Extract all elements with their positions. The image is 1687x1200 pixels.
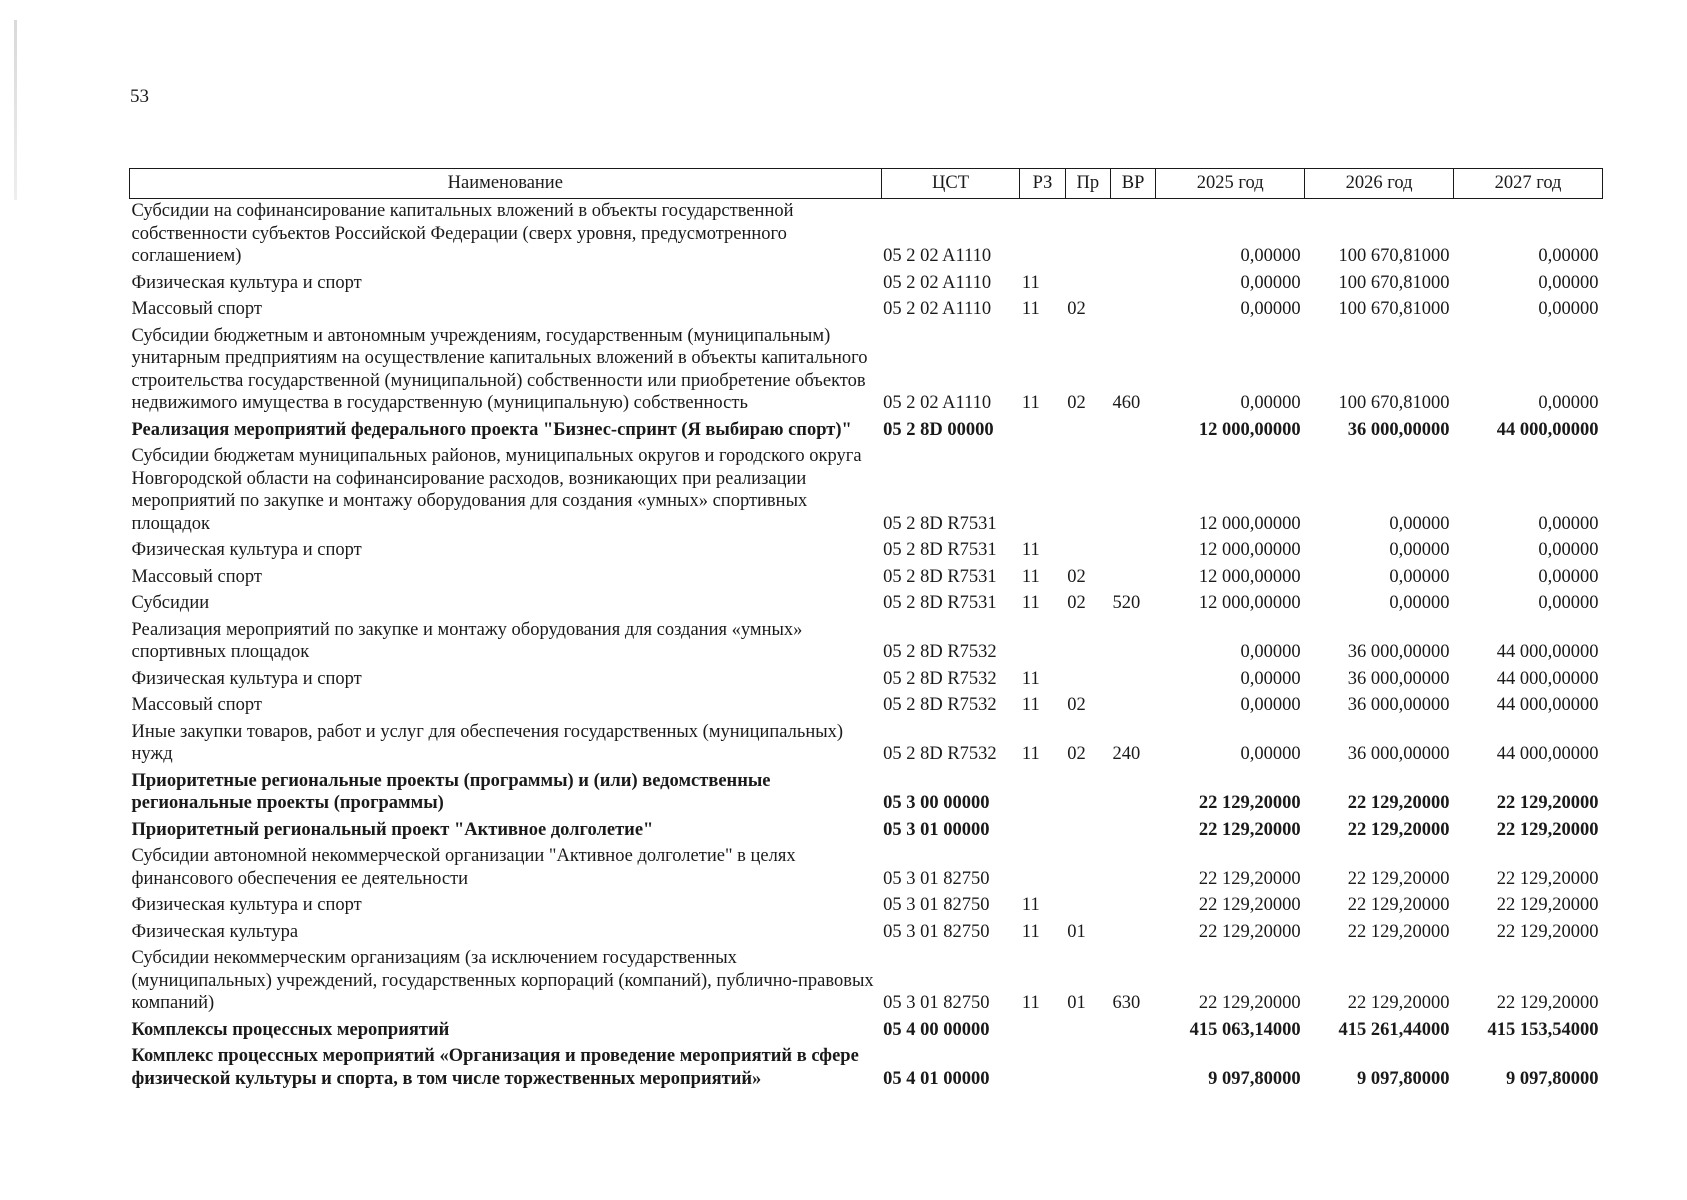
row-2026-cell: 22 129,20000 xyxy=(1347,793,1450,813)
row-cst-cell: 05 2 8D R7532 xyxy=(883,744,997,764)
row-2026-cell: 36 000,00000 xyxy=(1347,642,1450,662)
table-row xyxy=(130,538,1603,565)
row-cst-cell: 05 2 02 A1110 xyxy=(883,272,992,293)
row-name-cell: Субсидии на софинансирование капитальных вложений в объекты государственной собственности субъектов Российской Федерации (сверх уровня, предусмотренного соглашением) xyxy=(131,201,794,266)
table-row xyxy=(130,946,1603,1018)
row-2025-cell: 9 097,80000 xyxy=(1208,1068,1301,1089)
row-2026-cell: 100 670,81000 xyxy=(1338,393,1450,413)
row-pr-cell xyxy=(1065,418,1110,445)
row-2027-cell: 415 153,54000 xyxy=(1487,1019,1599,1040)
row-2027-cell: 22 129,20000 xyxy=(1496,895,1599,915)
row-vr-cell: 240 xyxy=(1112,744,1141,764)
row-2025-cell: 22 129,20000 xyxy=(1198,993,1301,1013)
row-cst-cell: 05 2 8D R7532 xyxy=(883,642,997,662)
row-vr-cell xyxy=(1110,538,1155,565)
row-vr-cell xyxy=(1110,1018,1155,1045)
row-vr-cell xyxy=(1110,1044,1155,1093)
row-pr-cell: 02 xyxy=(1067,593,1086,613)
row-pr-cell xyxy=(1065,893,1110,920)
header-2025: 2025 год xyxy=(1156,169,1305,199)
table-row xyxy=(130,271,1603,298)
row-2026-cell: 36 000,00000 xyxy=(1347,668,1450,689)
row-name-cell: Субсидии бюджетам муниципальных районов, муниципальных округов и городского округа Новгородской области на софинансирование расходов, возникающих при реализации мероприятий по закупке и монтажу оборудования для создания «умных» спортивных площадок xyxy=(131,446,862,534)
row-cst-cell: 05 2 8D R7532 xyxy=(883,695,997,715)
row-name-cell: Физическая культура и спорт xyxy=(131,540,362,560)
row-2025-cell: 12 000,00000 xyxy=(1198,540,1301,560)
row-cst-cell: 05 2 8D R7531 xyxy=(883,513,997,534)
row-rz-cell: 11 xyxy=(1021,695,1040,715)
row-pr-cell: 02 xyxy=(1067,299,1086,319)
row-cst-cell: 05 2 8D 00000 xyxy=(883,419,994,440)
row-name-cell: Реализация мероприятий федерального проекта "Бизнес-спринт (Я выбираю спорт)" xyxy=(131,419,852,440)
row-2026-cell: 415 261,44000 xyxy=(1338,1019,1450,1040)
table-row xyxy=(130,720,1603,769)
row-2026-cell: 22 129,20000 xyxy=(1347,895,1450,915)
row-rz-cell: 11 xyxy=(1021,593,1040,613)
row-rz-cell xyxy=(1020,1018,1065,1045)
row-2026-cell: 36 000,00000 xyxy=(1347,744,1450,764)
header-pr: Пр xyxy=(1065,169,1110,199)
row-pr-cell: 02 xyxy=(1067,566,1086,587)
row-2027-cell: 0,00000 xyxy=(1538,272,1599,293)
row-2026-cell: 0,00000 xyxy=(1389,540,1450,560)
row-2025-cell: 0,00000 xyxy=(1240,299,1301,319)
row-2027-cell: 22 129,20000 xyxy=(1496,793,1599,813)
row-rz-cell: 11 xyxy=(1021,668,1040,689)
row-vr-cell xyxy=(1110,565,1155,592)
row-2027-cell: 0,00000 xyxy=(1538,566,1599,587)
row-pr-cell xyxy=(1065,1018,1110,1045)
row-2027-cell: 22 129,20000 xyxy=(1496,921,1599,942)
row-rz-cell: 11 xyxy=(1021,393,1040,413)
row-cst-cell: 05 2 02 A1110 xyxy=(883,246,992,266)
row-pr-cell xyxy=(1065,618,1110,667)
row-rz-cell xyxy=(1020,844,1065,893)
row-cst-cell: 05 3 01 82750 xyxy=(883,895,990,915)
header-2026: 2026 год xyxy=(1305,169,1454,199)
row-vr-cell xyxy=(1110,199,1155,271)
row-2027-cell: 0,00000 xyxy=(1538,540,1599,560)
row-2026-cell: 0,00000 xyxy=(1389,513,1450,534)
table-row xyxy=(130,418,1603,445)
row-vr-cell xyxy=(1110,769,1155,818)
row-vr-cell xyxy=(1110,920,1155,947)
row-pr-cell xyxy=(1065,538,1110,565)
row-2025-cell: 22 129,20000 xyxy=(1198,895,1301,915)
table-row xyxy=(130,1044,1603,1093)
row-vr-cell xyxy=(1110,418,1155,445)
table-row xyxy=(130,565,1603,592)
row-2025-cell: 0,00000 xyxy=(1240,393,1301,413)
row-2026-cell: 36 000,00000 xyxy=(1347,695,1450,715)
row-vr-cell: 520 xyxy=(1112,593,1141,613)
row-rz-cell xyxy=(1020,418,1065,445)
row-2026-cell: 0,00000 xyxy=(1389,566,1450,587)
row-name-cell: Физическая культура и спорт xyxy=(131,895,362,915)
row-vr-cell xyxy=(1110,618,1155,667)
row-2025-cell: 22 129,20000 xyxy=(1198,793,1301,813)
row-name-cell: Массовый спорт xyxy=(131,299,262,319)
row-2027-cell: 0,00000 xyxy=(1538,246,1599,266)
row-vr-cell xyxy=(1110,893,1155,920)
row-vr-cell: 460 xyxy=(1112,393,1141,413)
row-cst-cell: 05 3 01 82750 xyxy=(883,868,990,889)
row-rz-cell: 11 xyxy=(1021,566,1040,587)
row-cst-cell: 05 2 02 A1110 xyxy=(883,393,992,413)
row-vr-cell xyxy=(1110,297,1155,324)
row-name-cell: Приоритетные региональные проекты (программы) и (или) ведомственные региональные проекты (программы) xyxy=(131,770,771,813)
row-rz-cell xyxy=(1020,618,1065,667)
row-name-cell: Иные закупки товаров, работ и услуг для обеспечения государственных (муниципальных) нужд xyxy=(131,721,844,764)
table-row xyxy=(130,693,1603,720)
row-rz-cell xyxy=(1020,818,1065,845)
row-cst-cell: 05 3 01 82750 xyxy=(883,921,990,942)
row-name-cell: Комплекс процессных мероприятий «Организация и проведение мероприятий в сфере физической культуры и спорта, в том числе торжественных мероприятий» xyxy=(131,1046,859,1089)
row-2025-cell: 12 000,00000 xyxy=(1198,419,1301,440)
row-2026-cell: 100 670,81000 xyxy=(1338,246,1450,266)
row-2025-cell: 12 000,00000 xyxy=(1198,566,1301,587)
row-rz-cell xyxy=(1020,444,1065,538)
header-vr: ВР xyxy=(1110,169,1155,199)
row-pr-cell xyxy=(1065,844,1110,893)
row-name-cell: Физическая культура и спорт xyxy=(131,272,362,293)
row-2026-cell: 0,00000 xyxy=(1389,593,1450,613)
row-name-cell: Физическая культура и спорт xyxy=(131,668,362,689)
header-cst: ЦСТ xyxy=(881,169,1020,199)
row-2027-cell: 44 000,00000 xyxy=(1496,744,1599,764)
row-cst-cell: 05 3 00 00000 xyxy=(883,793,990,813)
row-vr-cell xyxy=(1110,667,1155,694)
row-2025-cell: 0,00000 xyxy=(1240,272,1301,293)
row-vr-cell xyxy=(1110,818,1155,845)
row-name-cell: Физическая культура xyxy=(131,921,299,942)
row-2026-cell: 100 670,81000 xyxy=(1338,299,1450,319)
row-2027-cell: 0,00000 xyxy=(1538,593,1599,613)
row-cst-cell: 05 3 01 82750 xyxy=(883,993,990,1013)
row-rz-cell: 11 xyxy=(1021,540,1040,560)
table-body xyxy=(130,199,1603,1094)
table-row xyxy=(130,844,1603,893)
row-2026-cell: 100 670,81000 xyxy=(1338,272,1450,293)
row-2027-cell: 22 129,20000 xyxy=(1496,819,1599,840)
row-vr-cell xyxy=(1110,444,1155,538)
table-row xyxy=(130,1018,1603,1045)
header-rz: РЗ xyxy=(1020,169,1065,199)
row-pr-cell xyxy=(1065,667,1110,694)
row-cst-cell: 05 4 01 00000 xyxy=(883,1068,990,1089)
row-name-cell: Приоритетный региональный проект "Активное долголетие" xyxy=(131,819,654,840)
row-rz-cell: 11 xyxy=(1021,744,1040,764)
row-cst-cell: 05 2 8D R7531 xyxy=(883,566,997,587)
row-name-cell: Реализация мероприятий по закупке и монтажу оборудования для создания «умных» спортивных площадок xyxy=(131,619,803,662)
row-2026-cell: 36 000,00000 xyxy=(1347,419,1450,440)
row-rz-cell: 11 xyxy=(1021,921,1040,942)
row-2027-cell: 0,00000 xyxy=(1538,393,1599,413)
table-row xyxy=(130,591,1603,618)
row-2027-cell: 44 000,00000 xyxy=(1496,419,1599,440)
table-header-row xyxy=(130,169,1603,199)
scan-edge-mark xyxy=(14,20,17,200)
row-2027-cell: 44 000,00000 xyxy=(1496,642,1599,662)
row-cst-cell: 05 2 8D R7532 xyxy=(883,668,997,689)
row-2025-cell: 415 063,14000 xyxy=(1189,1019,1301,1040)
row-cst-cell: 05 2 8D R7531 xyxy=(883,593,997,613)
row-rz-cell: 11 xyxy=(1021,272,1040,293)
row-2026-cell: 22 129,20000 xyxy=(1347,993,1450,1013)
row-rz-cell xyxy=(1020,769,1065,818)
row-2027-cell: 44 000,00000 xyxy=(1496,668,1599,689)
row-pr-cell xyxy=(1065,199,1110,271)
row-pr-cell: 02 xyxy=(1067,393,1086,413)
row-name-cell: Субсидии некоммерческим организациям (за исключением государственных (муниципальных) учреждений, государственных корпораций (компаний), публично-правовых компаний) xyxy=(131,948,874,1013)
row-2025-cell: 0,00000 xyxy=(1240,695,1301,715)
table-row xyxy=(130,297,1603,324)
table-row xyxy=(130,769,1603,818)
row-rz-cell xyxy=(1020,1044,1065,1093)
table-row xyxy=(130,920,1603,947)
row-pr-cell xyxy=(1065,271,1110,298)
row-2027-cell: 0,00000 xyxy=(1538,299,1599,319)
row-pr-cell: 02 xyxy=(1067,744,1086,764)
row-2025-cell: 12 000,00000 xyxy=(1198,593,1301,613)
row-2025-cell: 22 129,20000 xyxy=(1198,921,1301,942)
row-2027-cell: 22 129,20000 xyxy=(1496,868,1599,889)
row-pr-cell: 02 xyxy=(1067,695,1086,715)
row-cst-cell: 05 2 02 A1110 xyxy=(883,299,992,319)
row-name-cell: Комплексы процессных мероприятий xyxy=(131,1019,450,1040)
row-name-cell: Субсидии автономной некоммерческой организации "Активное долголетие" в целях финансового обеспечения ее деятельности xyxy=(131,846,796,889)
row-vr-cell xyxy=(1110,271,1155,298)
row-name-cell: Субсидии xyxy=(131,593,210,613)
table-row xyxy=(130,618,1603,667)
row-2025-cell: 12 000,00000 xyxy=(1198,513,1301,534)
row-2026-cell: 9 097,80000 xyxy=(1357,1068,1450,1089)
row-2026-cell: 22 129,20000 xyxy=(1347,819,1450,840)
row-rz-cell: 11 xyxy=(1021,299,1040,319)
table-row xyxy=(130,324,1603,418)
row-vr-cell xyxy=(1110,844,1155,893)
row-cst-cell: 05 2 8D R7531 xyxy=(883,540,997,560)
table-row xyxy=(130,199,1603,271)
header-2027: 2027 год xyxy=(1454,169,1603,199)
header-name: Наименование xyxy=(130,169,882,199)
row-rz-cell xyxy=(1020,199,1065,271)
row-2027-cell: 22 129,20000 xyxy=(1496,993,1599,1013)
row-2025-cell: 0,00000 xyxy=(1240,642,1301,662)
row-pr-cell: 01 xyxy=(1067,993,1086,1013)
row-pr-cell xyxy=(1065,444,1110,538)
row-2026-cell: 22 129,20000 xyxy=(1347,868,1450,889)
row-2025-cell: 0,00000 xyxy=(1240,246,1301,266)
budget-table xyxy=(129,168,1603,1093)
row-2025-cell: 0,00000 xyxy=(1240,668,1301,689)
row-name-cell: Массовый спорт xyxy=(131,695,262,715)
row-name-cell: Субсидии бюджетным и автономным учреждениям, государственным (муниципальным) унитарным предприятиям на осуществление капитальных вложений в объекты капитального строительства государственной (муниципальной) собственности или приобретение объектов недвижимого имущества в государственную (муниципальную) собственность xyxy=(131,325,868,413)
row-rz-cell: 11 xyxy=(1021,895,1040,915)
row-2025-cell: 22 129,20000 xyxy=(1198,868,1301,889)
page-number: 53 xyxy=(130,86,149,107)
row-vr-cell: 630 xyxy=(1112,993,1141,1013)
row-2025-cell: 0,00000 xyxy=(1240,744,1301,764)
row-pr-cell xyxy=(1065,1044,1110,1093)
row-2026-cell: 22 129,20000 xyxy=(1347,921,1450,942)
row-vr-cell xyxy=(1110,693,1155,720)
row-cst-cell: 05 4 00 00000 xyxy=(883,1019,990,1040)
row-2027-cell: 44 000,00000 xyxy=(1496,695,1599,715)
row-2027-cell: 0,00000 xyxy=(1538,513,1599,534)
row-pr-cell: 01 xyxy=(1067,921,1086,942)
row-name-cell: Массовый спорт xyxy=(131,566,262,587)
table-row xyxy=(130,893,1603,920)
row-rz-cell: 11 xyxy=(1021,993,1040,1013)
table-row xyxy=(130,667,1603,694)
row-pr-cell xyxy=(1065,818,1110,845)
row-pr-cell xyxy=(1065,769,1110,818)
table-row xyxy=(130,444,1603,538)
row-2025-cell: 22 129,20000 xyxy=(1198,819,1301,840)
row-2027-cell: 9 097,80000 xyxy=(1506,1068,1599,1089)
row-cst-cell: 05 3 01 00000 xyxy=(883,819,990,840)
table-row xyxy=(130,818,1603,845)
